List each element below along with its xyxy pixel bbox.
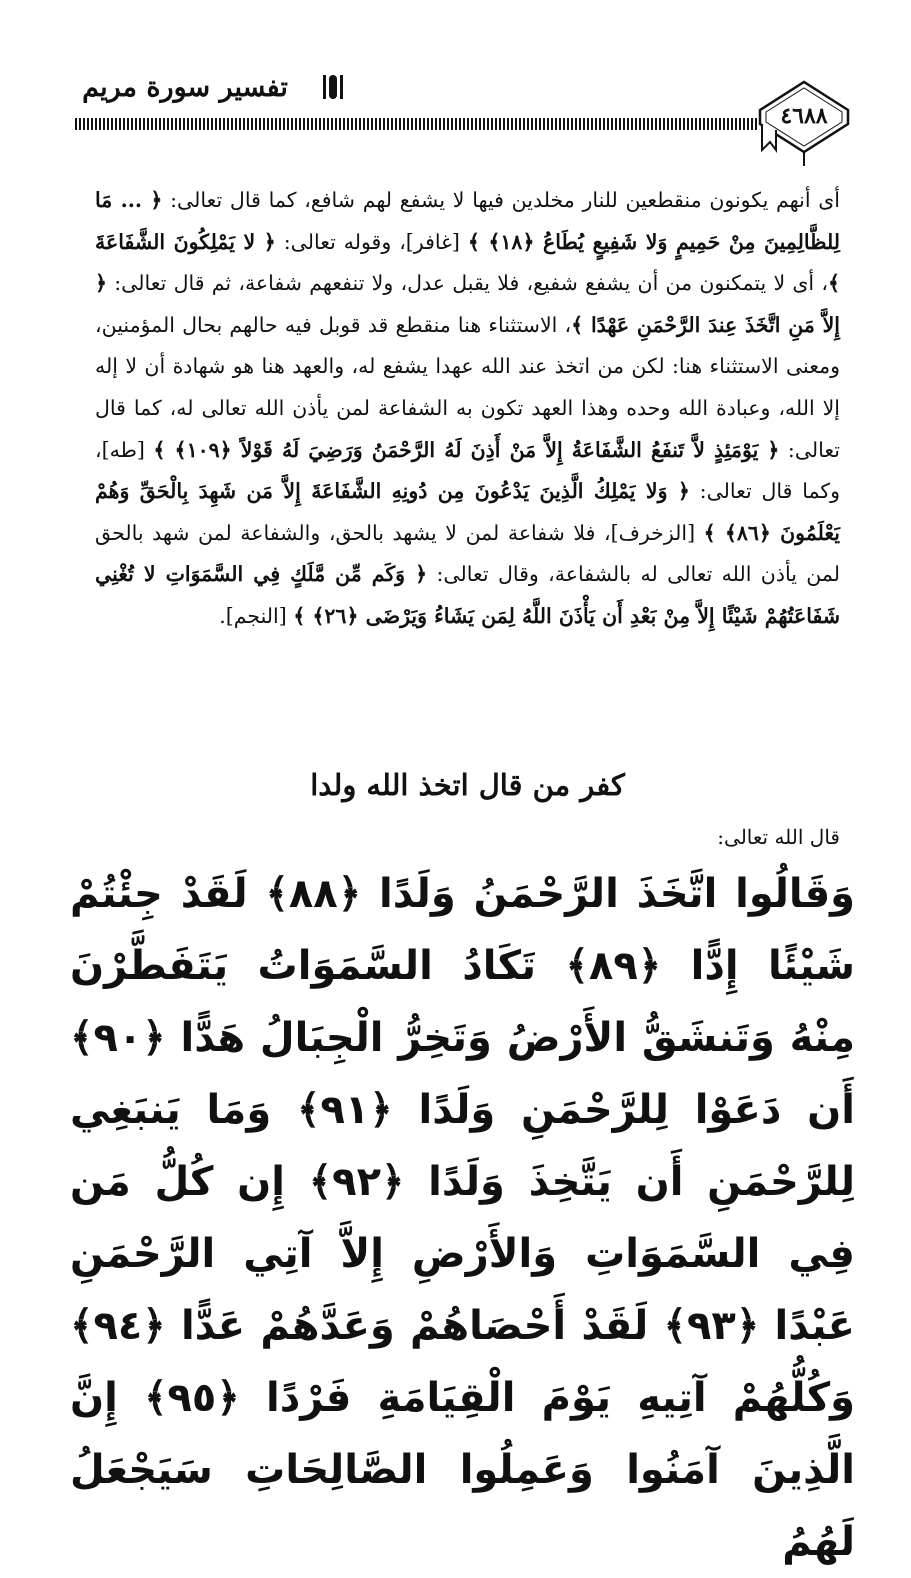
quran-quote: ﴿ يَوْمَئِذٍ لاَّ تَنفَعُ الشَّفَاعَةُ إِلاَّ مَنْ أَذِنَ لَهُ الرَّحْمَنُ وَرَضِيَ لَهُ قَوْلاً ﴿١٠٩﴾ ﴾ xyxy=(153,437,780,462)
text-segment: أى أنهم يكونون منقطعين للنار مخلدين فيها لا يشفع لهم شافع، كما قال تعالى: xyxy=(162,188,840,212)
quran-quote: ﴿ لا يَمْلِكُونَ الشَّفَاعَةَ ﴾ xyxy=(95,229,840,296)
page-header xyxy=(0,0,911,170)
text-segment: [الزخرف]، فلا شفاعة لمن لا يشهد بالحق، والشفاعة لمن شهد بالحق لمن يأذن الله تعالى له بالشفاعة، وقال تعالى: xyxy=(95,520,840,587)
text-segment: ، الاستثناء هنا منقطع قد قوبل فيه حالهم بحال المؤمنين، ومعنى الاستثناء هنا: لكن من اتخذ عند الله عهدا يشفع له، والعهد هنا هو شهادة أن لا إله إلا الله، وعبادة الله وحده وهذا العهد تكون به الشفاعة لمن يأذن الله تعالى له، كما قال تعالى: xyxy=(95,312,840,462)
header-rule xyxy=(75,118,757,130)
running-title: تفسير سورة مريم xyxy=(82,72,288,103)
page-number: ٤٦٨٨ xyxy=(780,103,828,129)
section-heading: كفر من قال اتخذ الله ولدا xyxy=(310,768,625,802)
text-segment: [النجم]. xyxy=(219,603,294,628)
quran-quote: ﴿ وَكَم مِّن مَّلَكٍ فِي السَّمَوَاتِ لا تُغْنِي شَفَاعَتُهُمْ شَيْئًا إِلاَّ مِنْ بَعْدِ أَن يَأْذَنَ اللَّهُ لِمَن يَشَاءُ وَيَرْضَى ﴿٢٦﴾ ﴾ xyxy=(95,562,840,628)
quran-quote: ﴿ إِلاَّ مَنِ اتَّخَذَ عِندَ الرَّحْمَنِ عَهْدًا ﴾ xyxy=(95,271,840,337)
text-segment: ، أى لا يتمكنون من أن يشفع شفيع، فلا يقبل عدل، ولا تنفعهم شفاعة، ثم قال تعالى: xyxy=(107,271,828,296)
text-segment: [غافر]، وقوله تعالى: xyxy=(275,229,468,254)
quran-quote: ﴿ وَلا يَمْلِكُ الَّذِينَ يَدْعُونَ مِن دُونِهِ الشَّفَاعَةَ إِلاَّ مَن شَهِدَ بِالْحَقِّ وَهُمْ يَعْلَمُونَ ﴿٨٦﴾ ﴾ xyxy=(95,479,840,545)
quran-quote: ﴿ ... مَا لِلظَّالِمِينَ مِنْ حَمِيمٍ وَلا شَفِيعٍ يُطَاعُ ﴿١٨﴾ ﴾ xyxy=(95,188,840,254)
verse-intro: قال الله تعالى: xyxy=(717,825,840,849)
quran-verses-block: وَقَالُوا اتَّخَذَ الرَّحْمَنُ وَلَدًا ﴿٨٨﴾ لَقَدْ جِئْتُمْ شَيْئًا إِدًّا ﴿٨٩﴾ تَكَادُ السَّمَوَاتُ يَتَفَطَّرْنَ مِنْهُ وَتَنشَقُّ الأَرْضُ وَتَخِرُّ الْجِبَالُ هَدًّا ﴿٩٠﴾ أَن دَعَوْا لِلرَّحْمَنِ وَلَدًا ﴿٩١﴾ وَمَا يَنبَغِي لِلرَّحْمَنِ أَن يَتَّخِذَ وَلَدًا ﴿٩٢﴾ إِن كُلُّ مَن فِي السَّمَوَاتِ وَالأَرْضِ إِلاَّ آتِي الرَّحْمَنِ عَبْدًا ﴿٩٣﴾ لَقَدْ أَحْصَاهُمْ وَعَدَّهُمْ عَدًّا ﴿٩٤﴾ وَكُلُّهُمْ آتِيهِ يَوْمَ الْقِيَامَةِ فَرْدًا ﴿٩٥﴾ إِنَّ الَّذِينَ آمَنُوا وَعَمِلُوا الصَّالِحَاتِ سَيَجْعَلُ لَهُمُ xyxy=(70,871,856,1565)
commentary-paragraph xyxy=(95,180,840,638)
text-segment: [طه]، وكما قال تعالى: xyxy=(95,437,840,504)
ornament-icon xyxy=(320,75,346,99)
